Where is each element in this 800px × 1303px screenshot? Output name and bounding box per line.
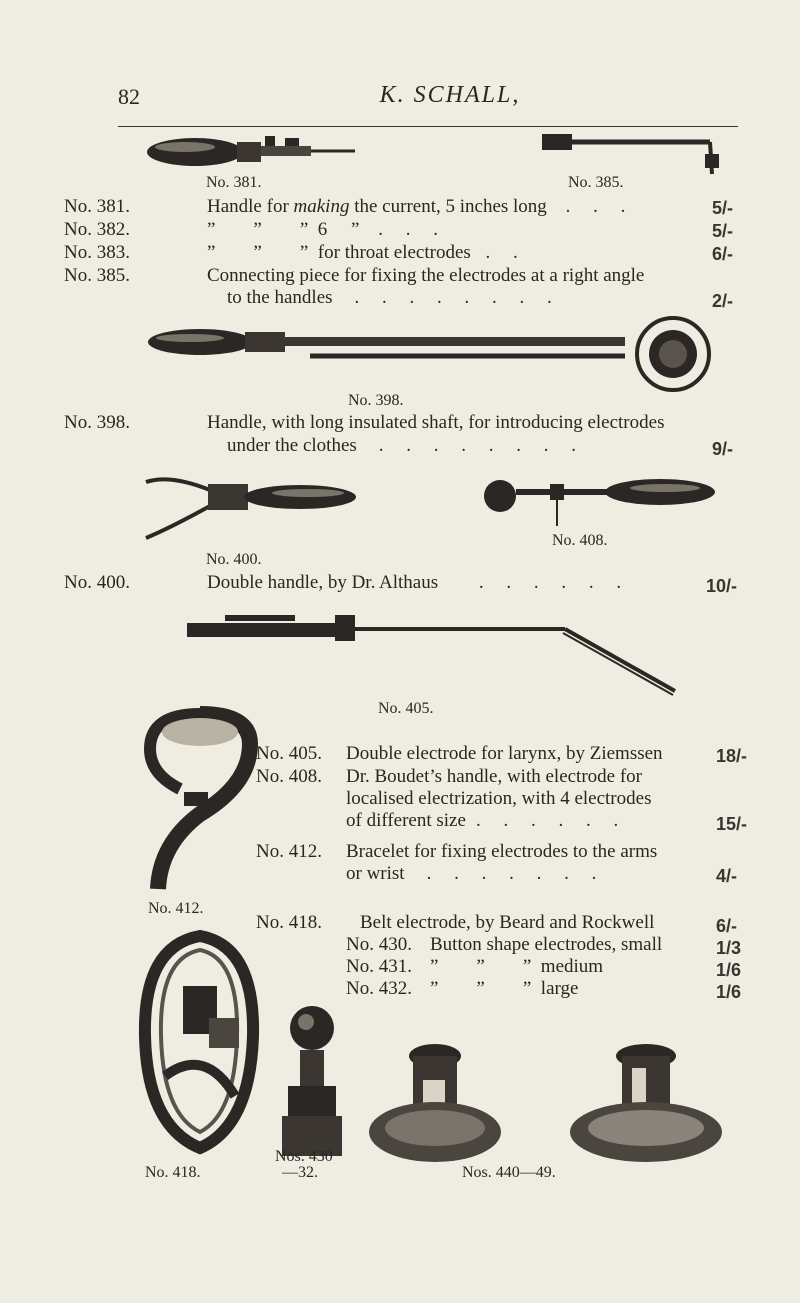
belt-electrode-418-illustration — [135, 926, 265, 1156]
price-431: 1/6 — [716, 960, 742, 980]
entry-412-cont: or wrist . . . . . . . — [346, 863, 606, 884]
price-383: 6/- — [712, 244, 734, 264]
entry-398: No. 398. Handle, with long insulated shaft, for introducing electrodes — [64, 412, 665, 433]
entry-383: No. 383. ” ” ” for throat electrodes . . — [64, 242, 527, 263]
running-head — [0, 78, 800, 118]
header-rule — [118, 126, 738, 127]
entry-382: No. 382. ” ” ” 6 ” . . . — [64, 219, 447, 240]
button-electrodes-430-illustration — [272, 1000, 352, 1160]
price-400: 10/- — [706, 576, 738, 596]
caption-430-line1: Nos. 430 — [275, 1148, 333, 1165]
double-handle-400-illustration — [140, 468, 365, 548]
electrode-405-illustration — [185, 605, 705, 697]
page-number: 82 — [118, 84, 140, 109]
handle-381-illustration — [145, 132, 365, 172]
price-385: 2/- — [712, 291, 734, 311]
entry-412: No. 412. Bracelet for fixing electrodes to the arms — [256, 841, 658, 862]
price-405: 18/- — [716, 746, 748, 766]
price-432: 1/6 — [716, 982, 742, 1002]
entry-418: No. 418. Belt electrode, by Beard and Rockwell — [256, 912, 655, 933]
caption-400: No. 400. — [206, 551, 262, 568]
caption-381: No. 381. — [206, 174, 262, 191]
entry-381: No. 381. Handle for making the current, 5 inches long . . . — [64, 196, 635, 217]
running-title: K. SCHALL, — [379, 82, 521, 108]
price-382: 5/- — [712, 221, 734, 241]
entry-431: No. 431. ” ” ” medium — [346, 956, 604, 977]
caption-418: No. 418. — [145, 1164, 201, 1181]
electrodes-440-left-illustration — [365, 1036, 505, 1166]
entry-400: No. 400. Double handle, by Dr. Althaus . . . . . . — [64, 572, 631, 593]
bracelet-412-illustration — [140, 704, 260, 894]
caption-385: No. 385. — [568, 174, 624, 191]
entry-432: No. 432. ” ” ” large — [346, 978, 579, 999]
boudet-handle-408-illustration — [480, 470, 720, 530]
price-430: 1/3 — [716, 938, 742, 958]
connector-385-illustration — [540, 128, 730, 178]
price-412: 4/- — [716, 866, 738, 886]
price-398: 9/- — [712, 439, 734, 459]
entry-385-cont: to the handles . . . . . . . . — [227, 287, 561, 308]
entry-398-cont: under the clothes . . . . . . . . — [227, 435, 586, 456]
price-418: 6/- — [716, 916, 738, 936]
caption-398: No. 398. — [348, 392, 404, 409]
entry-408-cont1: localised electrization, with 4 electrodes — [346, 788, 652, 809]
caption-408-figure: No. 408. — [552, 532, 608, 549]
price-381: 5/- — [712, 198, 734, 218]
entry-385: No. 385. Connecting piece for fixing the electrodes at a right angle — [64, 265, 645, 286]
entry-405: No. 405. Double electrode for larynx, by Ziemssen — [256, 743, 663, 764]
handle-398-illustration — [145, 312, 725, 392]
electrodes-440-right-illustration — [566, 1036, 726, 1166]
caption-440: Nos. 440—49. — [462, 1164, 556, 1181]
caption-430-line2: —32. — [282, 1164, 318, 1181]
entry-408: No. 408. Dr. Boudet’s handle, with electrode for — [256, 766, 643, 787]
caption-412: No. 412. — [148, 900, 204, 917]
caption-405: No. 405. — [378, 700, 434, 717]
entry-430: No. 430. Button shape electrodes, small — [346, 934, 663, 955]
entry-408-cont2: of different size . . . . . . — [346, 810, 628, 831]
price-408: 15/- — [716, 814, 748, 834]
